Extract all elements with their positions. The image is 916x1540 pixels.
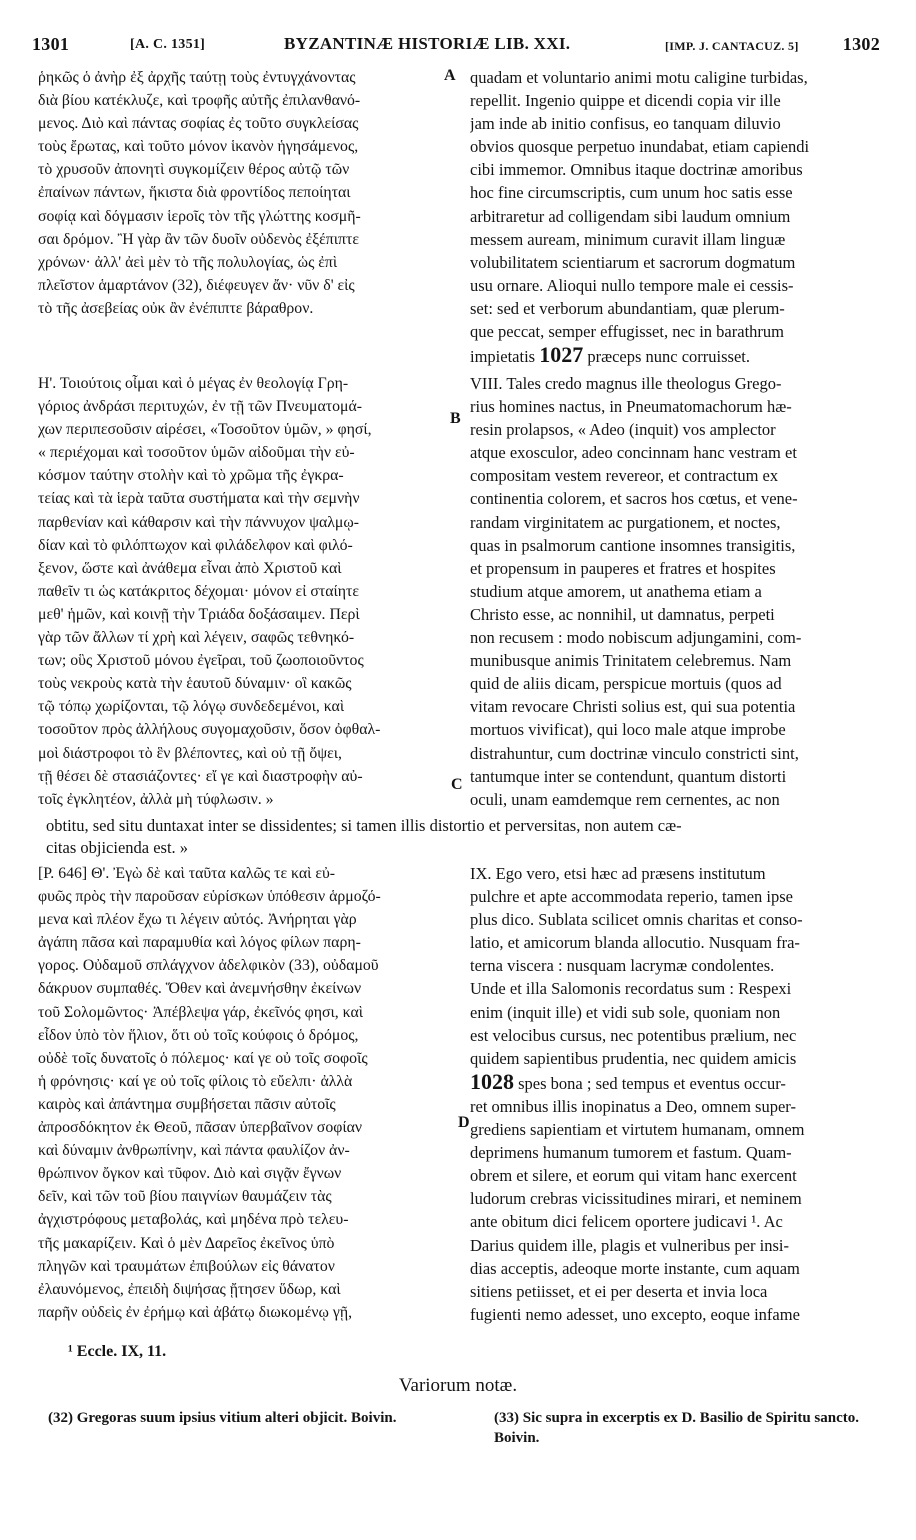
greek-column-section-1: [38, 66, 456, 320]
latin-line: studium atque amorem, ut anathema etiam a: [470, 581, 762, 601]
margin-letter-a: A: [444, 67, 456, 84]
latin-line: atque exosculor, adeo concinnam hanc vestram et: [470, 443, 797, 463]
latin-line: munibusque animis Trinitatem celebremus. Nam: [470, 651, 792, 671]
greek-line: δάκρυον συμπαθές. Ὅθεν καὶ ἀνεμνήσθην ἐκείνων: [38, 980, 362, 998]
latin-line: quid de aliis dicam, perspicue mortuis (quos ad: [470, 674, 782, 694]
latin-line: latio, et amicorum blanda allocutio. Nusquam fra-: [470, 933, 800, 953]
greek-line: δεῖν, καὶ τῶν τοῦ βίου παιγνίων θαυμάζειν τὰς: [38, 1188, 332, 1206]
latin-line: non recusem : modo nobiscum adjungamini, com-: [470, 628, 802, 648]
note-32: (32) Gregoras suum ipsius vitium alteri objicit. Boivin.: [48, 1410, 397, 1426]
latin-line: grediens sapientiam et virtutem humanam, omnem: [470, 1120, 805, 1140]
greek-line: τὸ τῆς ἀσεβείας οὐκ ἂν ἐνέπιπτε βάραθρον.: [38, 299, 314, 317]
greek-line: Η'. Τοιούτοις οἶμαι καὶ ὁ μέγας ἐν θεολογίᾳ Γρη-: [38, 375, 349, 392]
latin-line: IX. Ego vero, etsi hæc ad præsens institutum: [470, 864, 766, 883]
latin-line: resin prolapsos, « Adeo (inquit) vos amplector: [470, 420, 776, 440]
latin-line: deprimens humanum tumorem et fastum. Quam-: [470, 1143, 792, 1163]
latin-text: impietatis: [470, 347, 540, 367]
latin-line: vitam revocare Christi solius est, qui sua potentia: [470, 697, 796, 717]
latin-line: Darius quidem ille, plagis et vulneribus per insi-: [470, 1235, 789, 1255]
greek-line: γόριος ἀνδράσι περιτυχών, ἐν τῇ τῶν Πνευματομά-: [38, 398, 362, 416]
greek-line: χρόνων· ἀλλ' ἀεὶ μὲν τὸ τῆς πολυλογίας, ὡς ἐπὶ: [38, 253, 338, 271]
latin-column-section-3: [470, 862, 878, 1326]
latin-line: usu ornare. Alioqui nullo tempore male ei cessis-: [470, 275, 794, 295]
greek-line: των; οὓς Χριστοῦ μόνου ἐγεῖραι, τοῦ ζωοποιοῦντος: [38, 652, 364, 670]
latin-line: Unde et illa Salomonis recordatus sum : Respexi: [470, 979, 792, 999]
greek-line: σαι δρόμον. Ἢ γὰρ ἂν τῶν δυοῖν οὐδενὸς ἐξέπιπτε: [38, 230, 359, 248]
greek-line: κόσμον ταύτην στολὴν καὶ τὸ χρῶμα τῆς ἐγκρα-: [38, 467, 344, 485]
latin-line: dias acceptis, adeoque morte instante, cum aquam: [470, 1258, 800, 1278]
footnote: ¹ Eccle. IX, 11.: [68, 1343, 167, 1360]
latin-line: randam virginitatem ac purgationem, et noctes,: [470, 512, 781, 532]
latin-line: continentia colorem, et sacros hos cœtus, et vene-: [470, 489, 798, 509]
greek-line: ἡ φρόνησις· καί γε οὐ τοῖς φίλοις τὸ εὔελπι· ἀλλὰ: [38, 1072, 353, 1090]
greek-line: τῆς μακαρίζειν. Καὶ ὁ μὲν Δαρεῖος ἐκεῖνος ὑπὸ: [38, 1234, 335, 1252]
greek-line: τοῖς ἐγκλητέον, ἀλλὰ μὴ τύφλωσιν. »: [38, 790, 274, 808]
latin-line: hoc fine circumscriptis, cum unum hoc satis esse: [470, 183, 793, 203]
greek-line: παρθενίαν καὶ κάθαρσιν καὶ τὴν πάννυχον ψαλμῳ-: [38, 513, 360, 531]
full-width-latin-continuation: [46, 815, 886, 859]
latin-column-section-1: [470, 66, 878, 368]
greek-line: ἐπαίνων πάντων, ἥκιστα διὰ φροντίδος πεποίηται: [38, 184, 351, 202]
latin-line: compositam vestem revereor, et contractum ex: [470, 466, 779, 486]
latin-line: set: sed et verborum abundantiam, quæ plerum-: [470, 298, 785, 318]
greek-line: τοὺς νεκροὺς κατὰ τὴν ἑαυτοῦ δύναμιν· οἳ κακῶς: [38, 675, 352, 693]
latin-line: quas in psalmorum cantione insomnes transigitis,: [470, 535, 796, 555]
note-33: (33) Sic supra in excerptis ex D. Basilio de Spiritu sancto. Boivin.: [494, 1410, 860, 1446]
header-emperor: [IMP. J. CANTACUZ. 5]: [665, 39, 799, 53]
greek-line: ἀγχιστρόφους μεταβολάς, καὶ μηδένα πρὸ τελευ-: [38, 1211, 349, 1229]
greek-line: ἀπροσδόκητον ἐκ Θεοῦ, πᾶσαν ὑπερβαῖνον σοφίαν: [38, 1119, 362, 1137]
latin-line: plus dico. Sublata scilicet omnis charitas et conso-: [470, 910, 803, 930]
latin-line: obrem et silere, et eorum qui vitam hanc exercent: [470, 1166, 797, 1186]
latin-line: fugienti nemo adesset, uno excepto, eoque infame: [470, 1304, 800, 1324]
latin-line: distrahuntur, cum doctrinæ vinculo constricti sint,: [470, 743, 799, 763]
latin-line: jam inde ab initio confisus, eo tanquam diluvio: [470, 114, 781, 134]
greek-line: τῷ τόπῳ χωρίζονται, τῷ λόγῳ συνδεδεμένοι, καὶ: [38, 698, 345, 716]
header-year: [A. C. 1351]: [130, 37, 206, 52]
latin-line: VIII. Tales credo magnus ille theologus Grego-: [470, 374, 782, 393]
margin-letter-d: D: [458, 1114, 470, 1131]
latin-line: obvios quosque perpetuo inundabat, etiam capiendi: [470, 137, 810, 157]
greek-line: εἶδον ὑπὸ τὸν ἥλιον, ὅτι οὐ τοῖς κούφοις ὁ δρόμος,: [38, 1026, 359, 1044]
greek-line: μενα καὶ πλέον ἔχω τι λέγειν αὐτός. Ἀνήρηται γὰρ: [38, 911, 357, 929]
latin-line: cibi immemor. Omnibus itaque doctrinæ amoribus: [470, 160, 803, 180]
page-number-right: 1302: [842, 34, 880, 54]
greek-line: πλεῖστον ἁμαρτάνον (32), διέφευγεν ἄν· νῦν δ' εἰς: [38, 276, 355, 294]
greek-line: παθεῖν τι ὡς κατάκριτος δέχομαι· μόνον εἰ σταίητε: [38, 582, 360, 600]
latin-text: spes bona ; sed tempus et eventus occur-: [514, 1073, 786, 1093]
greek-line: τοὺς ἔρωτας, καὶ τοῦτο μόνον ἱκανὸν ἡγησάμενος,: [38, 138, 359, 156]
greek-line: τείας καὶ τὰ ἱερὰ ταῦτα συστήματα καὶ τὴν σεμνὴν: [38, 490, 360, 508]
greek-line: τῇ θέσει δὲ στασιάζοντες· εἴ γε καὶ διαστροφὴν αὐ-: [38, 767, 363, 785]
margin-letter-c: C: [451, 776, 463, 793]
greek-column-section-3: [38, 862, 456, 1324]
greek-line: ῥηκῶς ὁ ἀνὴρ ἐξ ἀρχῆς ταύτῃ τοὺς ἐντυγχάνοντας: [38, 69, 356, 86]
latin-line: sitiens petiisset, et ei per deserta et invia loca: [470, 1281, 768, 1301]
greek-line: γὰρ τῶν ἄλλων τί χρὴ καὶ λέγειν, σαφῶς τεθνηκό-: [38, 629, 355, 647]
greek-line: [P. 646] Θ'. Ἐγὼ δὲ καὶ ταῦτα καλῶς τε καὶ εὐ-: [38, 865, 336, 882]
greek-column-section-2: [38, 372, 456, 811]
latin-line-with-ref-number: [470, 1070, 878, 1095]
greek-line: τὸ χρυσοῦν ἀπονητὶ συγκομίζειν θέρος αὐτῷ τῶν: [38, 161, 350, 179]
latin-line: Christo esse, ac nonnihil, ut damnatus, perpeti: [470, 604, 775, 624]
latin-line: messem auream, minimum curavit illam linguæ: [470, 229, 786, 249]
latin-line: quadam et voluntario animi motu caligine turbidas,: [470, 68, 808, 87]
greek-line: οὐδὲ τοῖς δυνατοῖς ὁ πόλεμος· καί γε οὐ τοῖς σοφοῖς: [38, 1049, 368, 1067]
greek-line: καὶ δύναμιν ἀνθρωπίνην, καὶ πάντα φαυλίζον ἀν-: [38, 1142, 350, 1160]
greek-line: σοφίᾳ καὶ δόγμασιν ἱεροῖς τὸν τῆς γλώττης κοσμῆ-: [38, 207, 361, 225]
latin-line: repellit. Ingenio quippe et dicendi copia vir ille: [470, 91, 781, 111]
greek-line: ξενον, ὥστε καὶ ἀνάθεμα εἶναι ἀπὸ Χριστοῦ καὶ: [38, 559, 342, 577]
reference-number: 1027: [539, 343, 584, 368]
greek-line: διὰ βίου κατέκλυζε, καὶ τροφῆς αὐτῆς ἐπιλανθανό-: [38, 92, 361, 110]
variorum-notes-heading: Variorum notæ.: [398, 1375, 518, 1396]
latin-line: ludorum crebras vicissitudines mirari, et neminem: [470, 1189, 802, 1209]
latin-line: terna viscera : nusquam lacrymæ condolentes.: [470, 956, 775, 976]
latin-line: et propensum in pauperes et fratres et hospites: [470, 558, 776, 578]
latin-line: quidem sapientibus prudentia, nec quidem amicis: [470, 1048, 797, 1068]
greek-line: φυῶς πρὸς τὴν παροῦσαν εὑρίσκων ὑπόθεσιν ἁρμοζό-: [38, 888, 381, 906]
greek-line: μενος. Διὸ καὶ πάντας σοφίας ἐς τοῦτο συγκλείσας: [38, 115, 359, 133]
latin-line: obtitu, sed situ duntaxat inter se dissidentes; si tamen illis distortio et perversitas, non autem cæ-: [46, 816, 682, 835]
margin-letter-b: B: [450, 410, 461, 427]
greek-line: δίαν καὶ τὸ φιλόπτωχον καὶ φιλάδελφον καὶ φιλό-: [38, 536, 353, 554]
greek-line: τοσοῦτον πρὸς ἀλλήλους συγομαχοῦσιν, ὅσον ὀφθαλ-: [38, 721, 381, 739]
latin-line: citas objicienda est. »: [46, 838, 189, 857]
greek-line: ἐλαυνόμενος, ἐπειδὴ διψήσας ᾔτησεν ὕδωρ, καὶ: [38, 1280, 341, 1298]
latin-line: mortuos vivificat), qui loco male atque improbe: [470, 720, 786, 740]
greek-line: « περιέχομαι καὶ τοσοῦτον ὑμῶν αἰδοῦμαι τὴν εὐ-: [38, 444, 355, 462]
latin-line-with-ref-number: [470, 343, 878, 368]
greek-line: πληγῶν καὶ τραυμάτων ἐπιβούλων εἰς θάνατον: [38, 1257, 335, 1275]
running-title: BYZANTINÆ HISTORIÆ LIB. XXI.: [284, 34, 571, 53]
latin-line: ante obitum dici felicem oportere judicavi ¹. Ac: [470, 1212, 783, 1232]
greek-line: παρῆν οὐδεὶς ἐν ἐρήμῳ καὶ ἀβάτῳ διωκομένῳ γῇ,: [38, 1303, 353, 1321]
greek-line: χων περιπεσοῦσιν αἱρέσει, «Τοσοῦτον ὑμῶν, » φησί,: [38, 421, 372, 439]
page-header: [32, 34, 880, 64]
latin-text: præceps nunc corruisset.: [583, 347, 750, 367]
latin-line: enim (inquit ille) et vidi sub sole, quoniam non: [470, 1002, 781, 1022]
greek-line: γορος. Οὐδαμοῦ σπλάγχνον ἀδελφικὸν (33), οὐδαμοῦ: [38, 957, 379, 975]
greek-line: θρώπινον ὄγκον καὶ τῦφον. Διὸ καὶ σιγᾷν ἔγνων: [38, 1165, 342, 1183]
greek-line: καιρὸς καὶ ἀπάντημα συμβήσεται πᾶσιν αὐτοῖς: [38, 1095, 336, 1113]
latin-line: pulchre et apte accommodata reperio, tamen ipse: [470, 887, 793, 907]
latin-line: arbitraretur ad colligendam sibi laudum omnium: [470, 206, 791, 226]
latin-line: oculi, unam eamdemque rem cernentes, ac non: [470, 789, 780, 809]
latin-line: rius homines nactus, in Pneumatomachorum hæ-: [470, 397, 792, 417]
latin-column-section-2: [470, 372, 878, 811]
latin-line: tantumque inter se contendunt, quantum distorti: [470, 766, 787, 786]
reference-number: 1028: [470, 1069, 514, 1094]
page-number-left: 1301: [32, 34, 70, 54]
greek-line: μεθ' ἡμῶν, καὶ κοινῇ τὴν Τριάδα δοξάσαιμεν. Περὶ: [38, 605, 360, 623]
latin-line: volubilitatem scientiarum et sacrorum dogmatum: [470, 252, 796, 272]
latin-line: est velocibus cursus, nec potentibus prælium, nec: [470, 1025, 797, 1045]
greek-line: τοῦ Σολομῶντος· Ἀπέβλεψα γάρ, ἐκεῖνός φησι, καὶ: [38, 1003, 364, 1021]
latin-line: que peccat, semper effugisset, nec in barathrum: [470, 322, 784, 342]
greek-line: μοὶ διάστροφοι τὸ ἓν βλέποντες, καὶ οὐ τῇ ὄψει,: [38, 744, 342, 762]
greek-line: ἀγάπη πᾶσα καὶ παραμυθία καὶ λόγος φίλων παρη-: [38, 934, 361, 952]
latin-line: ret omnibus illis inopinatus a Deo, omnem super-: [470, 1096, 796, 1116]
